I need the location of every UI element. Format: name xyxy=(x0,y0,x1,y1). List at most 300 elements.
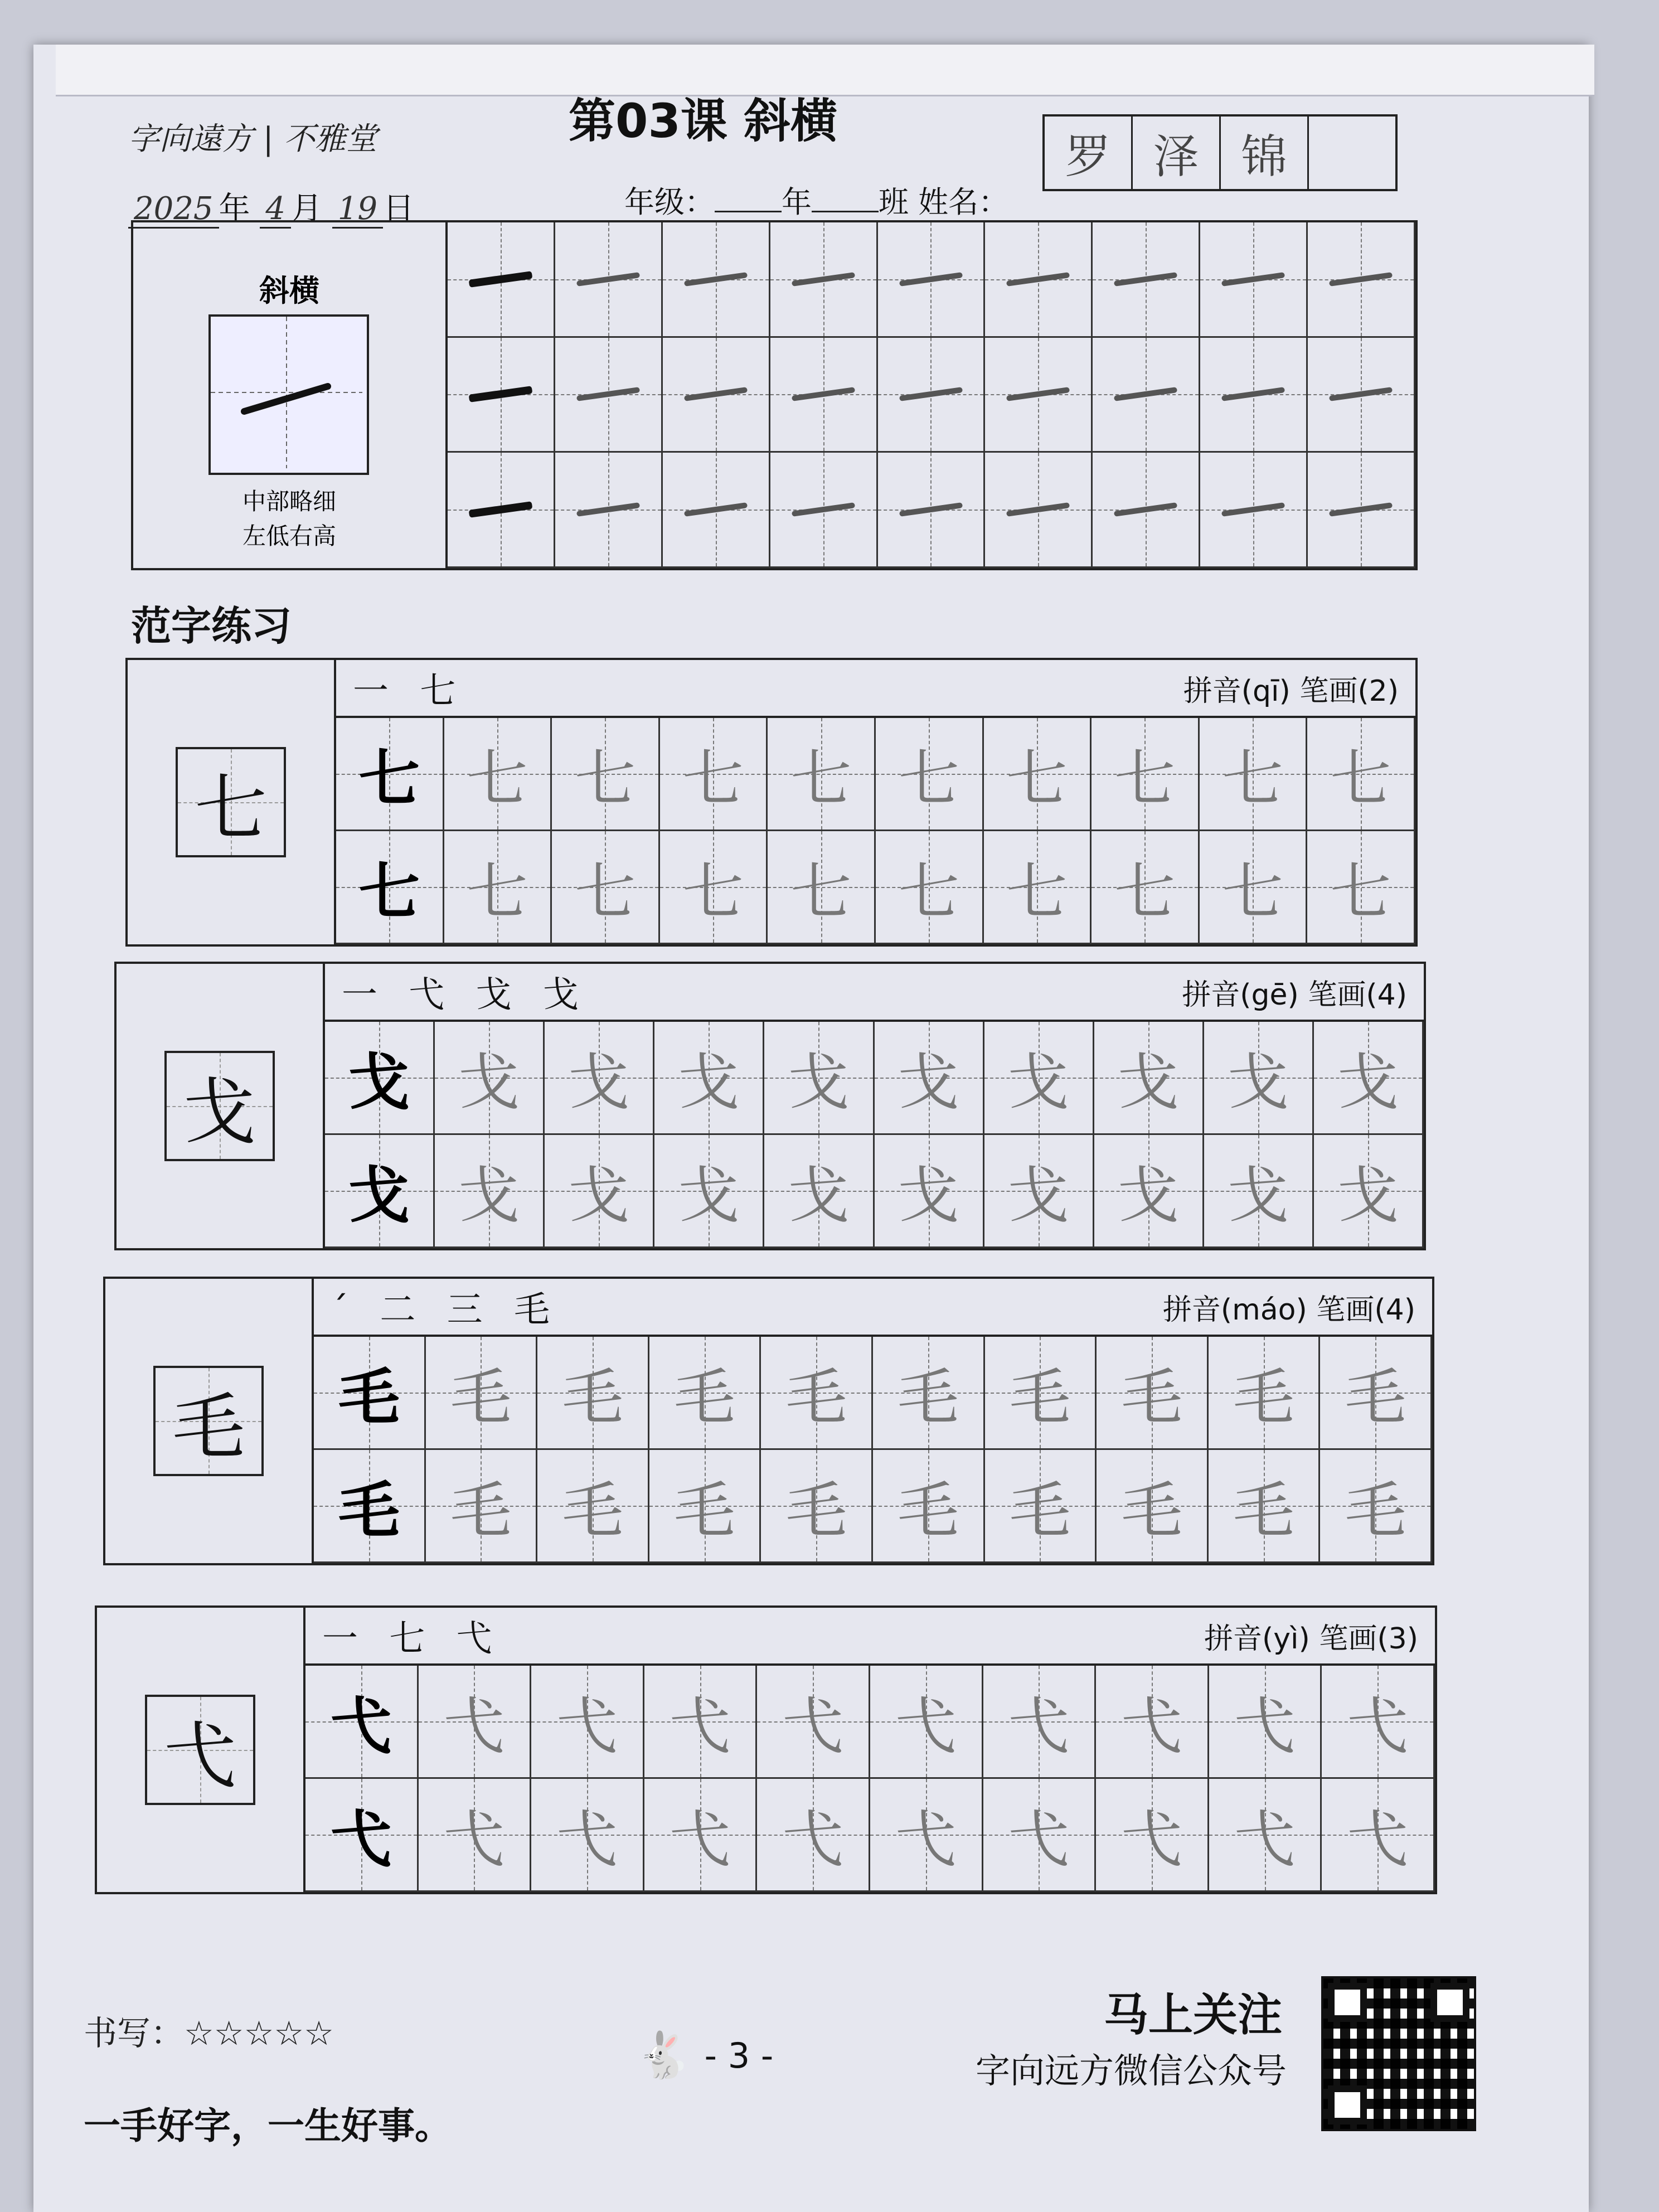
model-character-cell[interactable] xyxy=(314,1337,426,1450)
practice-character-cell[interactable] xyxy=(1094,1135,1204,1248)
grade-class-unit: 班 xyxy=(879,185,909,220)
practice-character-cell[interactable] xyxy=(1097,1450,1209,1563)
practice-stroke-cell[interactable] xyxy=(1200,453,1308,568)
stroke-mark xyxy=(1006,272,1070,287)
practice-stroke-cell[interactable] xyxy=(1308,222,1415,338)
handwritten-character: 毛 xyxy=(561,1475,623,1546)
handwritten-character: 七 xyxy=(1114,856,1176,928)
stroke-mark xyxy=(1114,387,1177,402)
stroke-mark xyxy=(791,502,855,517)
practice-character-cell[interactable] xyxy=(876,718,984,831)
stroke-mark xyxy=(1329,272,1393,287)
stroke-mark xyxy=(469,386,533,403)
stroke-mark xyxy=(1114,502,1177,517)
practice-stroke-cell[interactable] xyxy=(1308,338,1415,453)
practice-character-cell[interactable] xyxy=(426,1450,538,1563)
handwritten-character: 七 xyxy=(466,856,528,928)
handwritten-character: 戈 xyxy=(788,1047,850,1118)
brand-logo: 字向遠方 | 不雅堂 xyxy=(128,121,377,157)
practice-character-cell[interactable] xyxy=(1209,1337,1321,1450)
handwritten-character: 毛 xyxy=(1233,1362,1294,1433)
practice-character-cell[interactable] xyxy=(1314,1135,1424,1248)
name-char-box[interactable]: 罗 xyxy=(1045,117,1133,189)
stroke-mark xyxy=(899,502,962,517)
practice-character-cell[interactable] xyxy=(654,1135,764,1248)
handwritten-character: 毛 xyxy=(1345,1475,1406,1546)
stroke-mark xyxy=(469,501,533,518)
practice-character-cell[interactable] xyxy=(1092,831,1200,944)
stroke-mark xyxy=(1221,387,1285,402)
character-meta xyxy=(1183,667,1399,709)
model-stroke-cell[interactable] xyxy=(448,222,555,338)
practice-stroke-cell[interactable] xyxy=(663,338,770,453)
handwritten-character: 弋 xyxy=(1120,1691,1182,1762)
practice-stroke-cell[interactable] xyxy=(878,222,986,338)
qr-code-icon[interactable] xyxy=(1321,1976,1476,2131)
stroke-demo-svg xyxy=(211,317,362,468)
handwritten-character: 毛 xyxy=(1009,1475,1071,1546)
stroke-mark xyxy=(684,387,748,402)
rating-stars[interactable]: ☆☆☆☆☆ xyxy=(184,2014,334,2053)
stroke-note-2: 左低右高 xyxy=(242,522,336,550)
practice-character-cell[interactable] xyxy=(875,1135,984,1248)
handwritten-character: 毛 xyxy=(1009,1362,1071,1433)
model-character: 弋 xyxy=(163,1713,236,1798)
model-character-box xyxy=(145,1695,255,1805)
pinyin-label: 拼音(qī) xyxy=(1183,674,1291,708)
practice-character-cell[interactable] xyxy=(552,718,660,831)
handwritten-character: 毛 xyxy=(1120,1362,1182,1433)
practice-character-cell[interactable] xyxy=(537,1450,649,1563)
stroke-mark xyxy=(576,387,640,402)
handwritten-character: 七 xyxy=(898,743,960,814)
model-character-cell[interactable] xyxy=(325,1135,435,1248)
model-character: 戈 xyxy=(183,1069,256,1154)
stroke-mark xyxy=(899,272,962,287)
handwritten-character: 七 xyxy=(682,743,744,814)
date-year-suffix: 年 xyxy=(219,191,250,227)
practice-character-cell[interactable] xyxy=(435,1135,545,1248)
character-practice-panel xyxy=(325,964,1424,1248)
model-character: 戈 xyxy=(348,1047,410,1118)
practice-character-cell[interactable] xyxy=(1322,1779,1435,1892)
follow-title: 马上关注 xyxy=(1104,1989,1282,2041)
handwritten-character: 戈 xyxy=(678,1047,740,1118)
handwritten-character: 弋 xyxy=(782,1804,844,1875)
stroke-count-label: 笔画(3) xyxy=(1319,1622,1418,1656)
handwritten-character: 弋 xyxy=(669,1691,731,1762)
practice-stroke-cell[interactable] xyxy=(1093,222,1200,338)
rabbit-icon: 🐇 xyxy=(636,2029,691,2081)
handwritten-character: 戈 xyxy=(1007,1047,1069,1118)
practice-character-cell[interactable] xyxy=(1096,1779,1209,1892)
handwritten-character: 弋 xyxy=(1234,1691,1296,1762)
model-character: 毛 xyxy=(172,1384,245,1469)
practice-stroke-cell[interactable] xyxy=(1308,453,1415,568)
practice-character-cell[interactable] xyxy=(873,1337,985,1450)
practice-character-cell[interactable] xyxy=(1096,1666,1209,1779)
handwritten-character: 弋 xyxy=(895,1691,957,1762)
stroke-order: 一 弋 戈 戈 xyxy=(342,974,589,1016)
handwritten-character: 七 xyxy=(466,743,528,814)
character-model-panel xyxy=(128,660,336,944)
practice-character-cell[interactable] xyxy=(531,1666,644,1779)
handwritten-character: 弋 xyxy=(1120,1804,1182,1875)
practice-stroke-cell[interactable] xyxy=(770,338,878,453)
handwritten-character: 毛 xyxy=(1120,1475,1182,1546)
practice-character-cell[interactable] xyxy=(876,831,984,944)
practice-character-cell[interactable] xyxy=(757,1779,870,1892)
model-character-box xyxy=(153,1366,264,1476)
practice-character-cell[interactable] xyxy=(435,1022,545,1135)
stroke-mark xyxy=(576,272,640,287)
follow-subtitle: 字向远方微信公众号 xyxy=(976,2050,1287,2091)
character-practice-panel xyxy=(305,1608,1435,1892)
practice-character-cell[interactable] xyxy=(1209,1779,1322,1892)
name-char-box[interactable]: 泽 xyxy=(1133,117,1221,189)
handwritten-character: 戈 xyxy=(458,1047,520,1118)
pinyin-label: 拼音(máo) xyxy=(1162,1293,1307,1327)
handwritten-character: 七 xyxy=(574,743,636,814)
model-character: 戈 xyxy=(348,1160,410,1231)
handwritten-character: 七 xyxy=(898,856,960,928)
practice-character-cell[interactable] xyxy=(1204,1022,1314,1135)
practice-stroke-cell[interactable] xyxy=(1200,338,1308,453)
character-block xyxy=(103,1277,1434,1565)
character-practice-grid xyxy=(336,718,1415,944)
handwritten-character: 戈 xyxy=(1337,1047,1399,1118)
model-character-cell[interactable] xyxy=(305,1779,419,1892)
date-day: 19 xyxy=(332,191,383,229)
practice-stroke-cell[interactable] xyxy=(985,338,1093,453)
character-block xyxy=(114,962,1426,1250)
practice-character-cell[interactable] xyxy=(870,1666,983,1779)
stroke-intro-panel xyxy=(133,222,448,568)
practice-character-cell[interactable] xyxy=(649,1450,761,1563)
character-meta xyxy=(1182,971,1407,1013)
stroke-order: 一 七 弋 xyxy=(322,1618,502,1660)
writing-rating xyxy=(84,2007,334,2055)
practice-character-cell[interactable] xyxy=(545,1022,654,1135)
handwritten-character: 弋 xyxy=(1008,1691,1070,1762)
handwritten-character: 七 xyxy=(1006,856,1068,928)
practice-character-cell[interactable] xyxy=(649,1337,761,1450)
handwritten-character: 弋 xyxy=(669,1804,731,1875)
handwritten-character: 弋 xyxy=(1008,1804,1070,1875)
practice-stroke-cell[interactable] xyxy=(1093,338,1200,453)
grade-class-blank[interactable] xyxy=(812,211,879,212)
character-meta xyxy=(1204,1615,1418,1657)
practice-character-cell[interactable] xyxy=(426,1337,538,1450)
name-char-box[interactable]: 锦 xyxy=(1221,117,1309,189)
character-practice-grid xyxy=(305,1666,1435,1892)
handwritten-character: 弋 xyxy=(1347,1804,1409,1875)
handwritten-character: 毛 xyxy=(1233,1475,1294,1546)
practice-character-cell[interactable] xyxy=(985,1337,1097,1450)
character-header xyxy=(314,1279,1432,1337)
practice-stroke-cell[interactable] xyxy=(555,222,663,338)
practice-character-cell[interactable] xyxy=(660,718,768,831)
practice-stroke-cell[interactable] xyxy=(770,453,878,568)
model-character: 毛 xyxy=(338,1475,400,1546)
character-meta xyxy=(1163,1286,1415,1328)
name-boxes xyxy=(1042,114,1398,191)
handwritten-character: 毛 xyxy=(450,1475,512,1546)
practice-character-cell[interactable] xyxy=(984,831,1092,944)
date-year: 2025 xyxy=(128,191,219,229)
stroke-mark xyxy=(791,387,855,402)
page-number-area xyxy=(636,2029,773,2082)
handwritten-character: 七 xyxy=(1330,856,1391,928)
practice-character-cell[interactable] xyxy=(764,1135,874,1248)
practice-character-cell[interactable] xyxy=(1200,718,1308,831)
model-character-box xyxy=(176,747,286,857)
model-stroke-cell[interactable] xyxy=(448,338,555,453)
stroke-mark xyxy=(1006,387,1070,402)
stroke-order: 一 七 xyxy=(353,671,466,712)
practice-character-cell[interactable] xyxy=(1322,1666,1435,1779)
handwritten-character: 戈 xyxy=(458,1160,520,1231)
handwritten-character: 弋 xyxy=(443,1691,505,1762)
model-character-box xyxy=(164,1051,275,1161)
handwritten-character: 弋 xyxy=(556,1804,618,1875)
stroke-count-label: 笔画(4) xyxy=(1316,1293,1415,1327)
practice-character-cell[interactable] xyxy=(984,1135,1094,1248)
stroke-name: 斜横 xyxy=(259,273,319,308)
practice-character-cell[interactable] xyxy=(644,1779,758,1892)
handwritten-character: 戈 xyxy=(1117,1160,1179,1231)
handwritten-character: 毛 xyxy=(673,1362,735,1433)
handwritten-character: 七 xyxy=(1114,743,1176,814)
character-model-panel xyxy=(117,964,325,1248)
handwritten-character: 弋 xyxy=(895,1804,957,1875)
handwritten-character: 戈 xyxy=(1227,1160,1289,1231)
handwritten-character: 戈 xyxy=(1007,1160,1069,1231)
practice-stroke-cell[interactable] xyxy=(555,453,663,568)
practice-character-cell[interactable] xyxy=(761,1450,873,1563)
section-title: 范字练习 xyxy=(131,603,292,649)
practice-character-cell[interactable] xyxy=(757,1666,870,1779)
practice-stroke-cell[interactable] xyxy=(985,453,1093,568)
handwritten-character: 戈 xyxy=(1337,1160,1399,1231)
qr-corner xyxy=(1328,1983,1367,2022)
handwritten-character: 戈 xyxy=(898,1160,959,1231)
motto: 一手好字，一生好事。 xyxy=(84,2104,452,2147)
model-character: 七 xyxy=(194,765,267,851)
practice-character-cell[interactable] xyxy=(1097,1337,1209,1450)
stroke-count-label: 笔画(2) xyxy=(1299,674,1399,708)
handwritten-character: 七 xyxy=(790,856,852,928)
practice-character-cell[interactable] xyxy=(1209,1666,1322,1779)
model-character: 毛 xyxy=(338,1362,400,1433)
stroke-mark xyxy=(899,387,962,402)
handwritten-character: 戈 xyxy=(1117,1047,1179,1118)
practice-character-cell[interactable] xyxy=(537,1337,649,1450)
practice-stroke-cell[interactable] xyxy=(985,222,1093,338)
character-practice-panel xyxy=(336,660,1415,944)
practice-character-cell[interactable] xyxy=(870,1779,983,1892)
handwritten-character: 弋 xyxy=(556,1691,618,1762)
model-character-cell[interactable] xyxy=(305,1666,419,1779)
handwritten-character: 毛 xyxy=(785,1475,847,1546)
character-header xyxy=(336,660,1415,718)
stroke-mark xyxy=(791,272,855,287)
practice-character-cell[interactable] xyxy=(984,1022,1094,1135)
stroke-mark xyxy=(1221,272,1285,287)
date-month: 4 xyxy=(260,191,291,229)
grade-year-unit: 年 xyxy=(782,185,812,220)
handwritten-character: 七 xyxy=(1330,743,1391,814)
handwritten-character: 七 xyxy=(574,856,636,928)
practice-stroke-cell[interactable] xyxy=(663,222,770,338)
handwritten-character: 戈 xyxy=(568,1160,630,1231)
stroke-mark xyxy=(1006,502,1070,517)
practice-character-cell[interactable] xyxy=(1307,718,1415,831)
practice-stroke-cell[interactable] xyxy=(878,338,986,453)
page-number: - 3 - xyxy=(704,2035,774,2076)
pinyin-label: 拼音(gē) xyxy=(1182,978,1299,1012)
practice-character-cell[interactable] xyxy=(552,831,660,944)
handwritten-character: 戈 xyxy=(898,1047,959,1118)
stroke-note-1: 中部略细 xyxy=(242,488,336,515)
handwritten-character: 毛 xyxy=(673,1475,735,1546)
practice-character-cell[interactable] xyxy=(984,718,1092,831)
stroke-mark xyxy=(576,502,640,517)
practice-character-cell[interactable] xyxy=(875,1022,984,1135)
character-model-panel xyxy=(97,1608,305,1892)
stroke-mark xyxy=(1329,387,1393,402)
date-month-suffix: 月 xyxy=(290,191,322,227)
practice-stroke-cell[interactable] xyxy=(1093,453,1200,568)
handwritten-character: 七 xyxy=(682,856,744,928)
handwritten-character: 毛 xyxy=(897,1475,959,1546)
stroke-mark xyxy=(1329,502,1393,517)
grade-line xyxy=(624,178,1008,221)
handwritten-character: 戈 xyxy=(1227,1047,1289,1118)
practice-character-cell[interactable] xyxy=(644,1666,758,1779)
practice-character-cell[interactable] xyxy=(873,1450,985,1563)
handwritten-character: 毛 xyxy=(561,1362,623,1433)
qr-corner xyxy=(1328,2085,1367,2124)
practice-character-cell[interactable] xyxy=(768,718,876,831)
writing-label: 书写： xyxy=(84,2014,184,2053)
handwritten-character: 毛 xyxy=(785,1362,847,1433)
practice-character-cell[interactable] xyxy=(1204,1135,1314,1248)
model-character: 七 xyxy=(358,856,420,928)
practice-character-cell[interactable] xyxy=(983,1779,1097,1892)
handwritten-character: 弋 xyxy=(1347,1691,1409,1762)
character-practice-grid xyxy=(325,1022,1424,1248)
practice-character-cell[interactable] xyxy=(545,1135,654,1248)
model-character-cell[interactable] xyxy=(336,831,444,944)
handwritten-character: 毛 xyxy=(1345,1362,1406,1433)
grade-label: 年级： xyxy=(624,185,715,220)
stroke-order: ˊ 二 三 毛 xyxy=(331,1289,560,1331)
practice-stroke-cell[interactable] xyxy=(663,453,770,568)
lesson-title: 第03课 斜横 xyxy=(569,94,838,148)
practice-character-cell[interactable] xyxy=(660,831,768,944)
practice-character-cell[interactable] xyxy=(444,718,552,831)
practice-character-cell[interactable] xyxy=(985,1450,1097,1563)
practice-character-cell[interactable] xyxy=(983,1666,1097,1779)
practice-character-cell[interactable] xyxy=(761,1337,873,1450)
practice-character-cell[interactable] xyxy=(1307,831,1415,944)
practice-stroke-cell[interactable] xyxy=(878,453,986,568)
handwritten-character: 弋 xyxy=(443,1804,505,1875)
stroke-count-label: 笔画(4) xyxy=(1308,978,1407,1012)
model-character-cell[interactable] xyxy=(325,1022,435,1135)
stroke-mark xyxy=(1221,502,1285,517)
grade-year-blank[interactable] xyxy=(715,211,782,212)
name-char-box[interactable] xyxy=(1309,117,1395,189)
practice-character-cell[interactable] xyxy=(1209,1450,1321,1563)
model-stroke-cell[interactable] xyxy=(448,453,555,568)
character-practice-grid xyxy=(314,1337,1432,1563)
stroke-demo-diagram xyxy=(208,314,369,475)
character-block xyxy=(125,658,1418,947)
practice-character-cell[interactable] xyxy=(1320,1450,1432,1563)
practice-character-cell[interactable] xyxy=(1200,831,1308,944)
practice-character-cell[interactable] xyxy=(1094,1022,1204,1135)
pinyin-label: 拼音(yì) xyxy=(1204,1622,1310,1656)
character-block xyxy=(95,1605,1437,1894)
practice-character-cell[interactable] xyxy=(1320,1337,1432,1450)
handwritten-character: 弋 xyxy=(782,1691,844,1762)
stroke-mark xyxy=(1114,272,1177,287)
qr-corner xyxy=(1430,1983,1469,2022)
model-character: 弋 xyxy=(330,1804,392,1875)
practice-character-cell[interactable] xyxy=(1314,1022,1424,1135)
character-model-panel xyxy=(105,1279,314,1563)
model-character-cell[interactable] xyxy=(314,1450,426,1563)
handwritten-character: 戈 xyxy=(568,1047,630,1118)
date-day-suffix: 日 xyxy=(383,191,415,227)
character-header xyxy=(305,1608,1435,1666)
stroke-mark xyxy=(469,271,533,288)
handwritten-character: 毛 xyxy=(897,1362,959,1433)
character-practice-panel xyxy=(314,1279,1432,1563)
handwritten-character: 戈 xyxy=(678,1160,740,1231)
stroke-mark xyxy=(684,502,748,517)
model-character-cell[interactable] xyxy=(336,718,444,831)
handwritten-character: 七 xyxy=(1222,856,1284,928)
handwritten-character: 七 xyxy=(1006,743,1068,814)
stroke-mark xyxy=(684,272,748,287)
handwritten-character: 戈 xyxy=(788,1160,850,1231)
practice-character-cell[interactable] xyxy=(764,1022,874,1135)
model-character: 弋 xyxy=(330,1691,392,1762)
model-character: 七 xyxy=(358,743,420,814)
practice-character-cell[interactable] xyxy=(768,831,876,944)
stroke-practice-grid[interactable] xyxy=(448,222,1415,568)
practice-stroke-cell[interactable] xyxy=(770,222,878,338)
practice-character-cell[interactable] xyxy=(531,1779,644,1892)
name-label: 姓名： xyxy=(918,185,1009,220)
handwritten-character: 七 xyxy=(1222,743,1284,814)
practice-character-cell[interactable] xyxy=(419,1779,532,1892)
stroke-intro-block xyxy=(131,220,1418,570)
practice-stroke-cell[interactable] xyxy=(555,338,663,453)
handwritten-character: 弋 xyxy=(1234,1804,1296,1875)
handwritten-character: 毛 xyxy=(450,1362,512,1433)
character-header xyxy=(325,964,1424,1022)
handwritten-character: 七 xyxy=(790,743,852,814)
practice-stroke-cell[interactable] xyxy=(1200,222,1308,338)
practice-character-cell[interactable] xyxy=(654,1022,764,1135)
practice-character-cell[interactable] xyxy=(444,831,552,944)
practice-character-cell[interactable] xyxy=(1092,718,1200,831)
practice-character-cell[interactable] xyxy=(419,1666,532,1779)
